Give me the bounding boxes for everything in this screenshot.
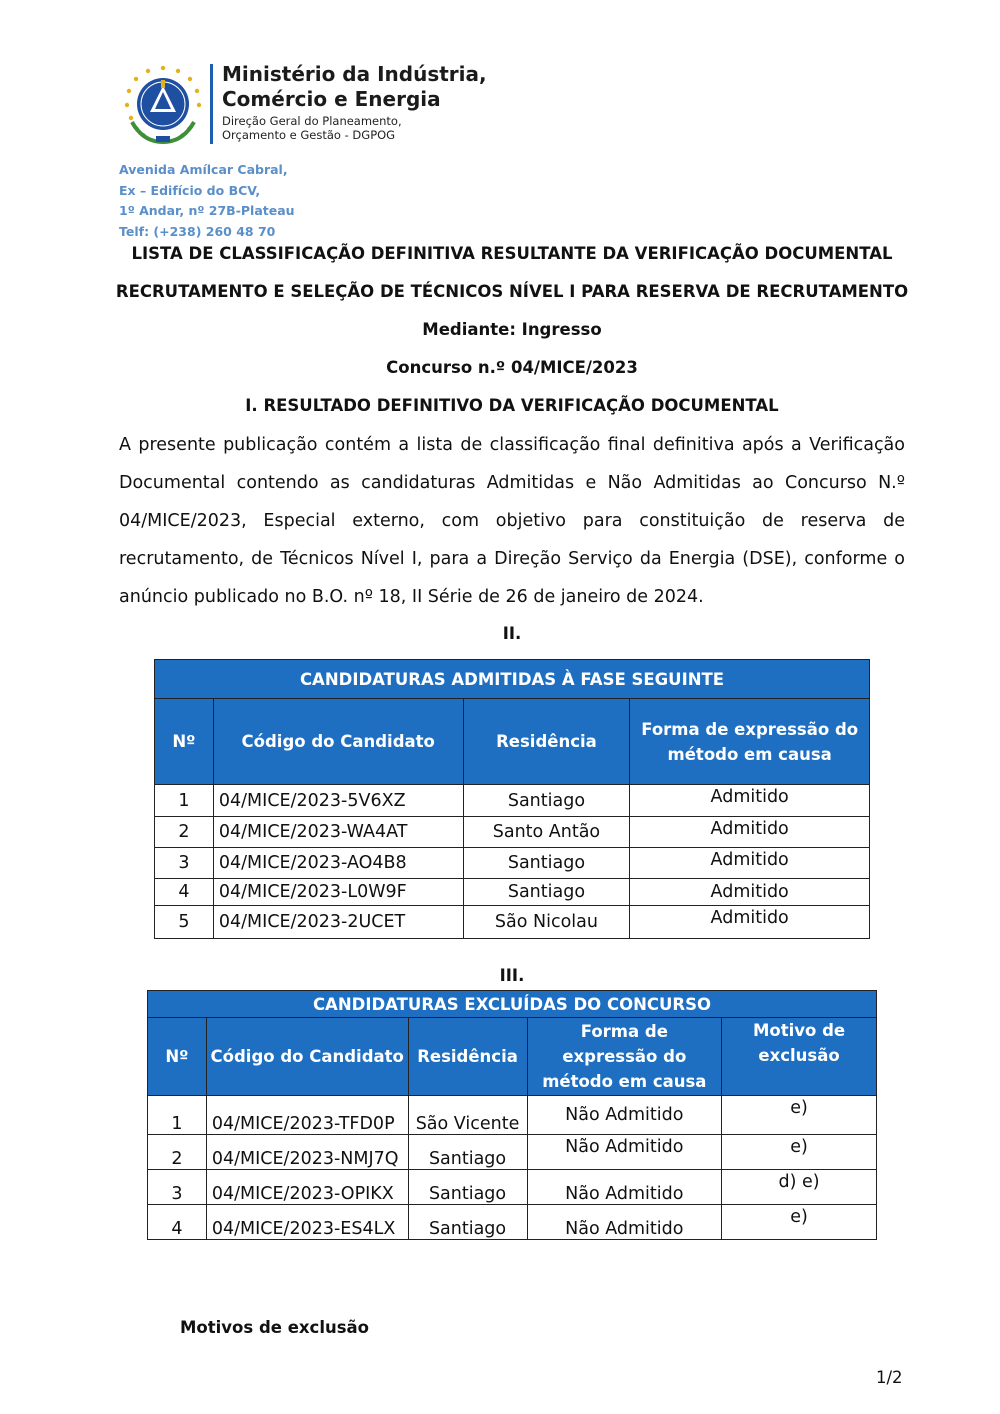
result: Admitido xyxy=(630,848,870,879)
exclusion-reasons-heading: Motivos de exclusão xyxy=(180,1318,370,1337)
ministry-line-1: Ministério da Indústria, xyxy=(222,62,487,86)
result: Não Admitido xyxy=(527,1170,722,1205)
address-line: 1º Andar, nº 27B-Plateau xyxy=(119,203,295,218)
row-number: 4 xyxy=(148,1205,207,1240)
column-header-number: Nº xyxy=(155,699,214,785)
result: Não Admitido xyxy=(527,1096,722,1135)
candidate-code: 04/MICE/2023-5V6XZ xyxy=(213,785,463,817)
row-number: 2 xyxy=(148,1135,207,1170)
directorate-line-2: Orçamento e Gestão - DGPOG xyxy=(222,128,396,142)
residence: São Nicolau xyxy=(463,906,630,939)
address-line: Avenida Amílcar Cabral, xyxy=(119,162,288,177)
admission-mode: Mediante: Ingresso xyxy=(422,320,602,339)
row-number: 1 xyxy=(155,785,214,817)
column-header-residence: Residência xyxy=(463,699,630,785)
candidate-code: 04/MICE/2023-WA4AT xyxy=(213,817,463,848)
result: Não Admitido xyxy=(527,1205,722,1240)
residence: Santiago xyxy=(408,1135,527,1170)
coat-of-arms-emblem xyxy=(118,62,208,148)
intro-paragraph: A presente publicação contém a lista de classificação final definitiva após a Verificação Documental contendo as candidaturas Admitidas e Não Admitidas ao Concurso N.º 04/MICE/2023, Especial externo, com objetivo para constituição de reserva de recrutamento, de Técnicos Nível I, para a Direção Serviço da Energia (DSE), conforme o anúncio publicado no B.O. nº 18, II Série de 26 de janeiro de 2024. xyxy=(119,435,905,607)
excluded-table xyxy=(147,990,877,1240)
column-header-residence: Residência xyxy=(408,1018,527,1096)
exclusion-reason: e) xyxy=(722,1205,877,1240)
candidate-code: 04/MICE/2023-ES4LX xyxy=(206,1205,408,1240)
page-number: 1/2 xyxy=(876,1368,903,1387)
column-header-method: Forma de expressão do método em causa xyxy=(527,1018,722,1096)
column-header-method: Forma de expressão do método em causa xyxy=(630,699,870,785)
candidate-code: 04/MICE/2023-NMJ7Q xyxy=(206,1135,408,1170)
residence: Santo Antão xyxy=(463,817,630,848)
table-row xyxy=(155,848,870,879)
document-title: LISTA DE CLASSIFICAÇÃO DEFINITIVA RESULTANTE DA VERIFICAÇÃO DOCUMENTAL xyxy=(131,244,893,263)
table-row xyxy=(155,785,870,817)
exclusion-reason: e) xyxy=(722,1135,877,1170)
table-row xyxy=(148,1170,877,1205)
address-block xyxy=(119,160,295,242)
row-number: 3 xyxy=(148,1170,207,1205)
address-line: Telf: (+238) 260 48 70 xyxy=(119,223,276,239)
document-subtitle: RECRUTAMENTO E SELEÇÃO DE TÉCNICOS NÍVEL I PARA RESERVA DE RECRUTAMENTO xyxy=(115,282,909,301)
result: Admitido xyxy=(630,817,870,848)
row-number: 3 xyxy=(155,848,214,879)
section-label-ii: II. xyxy=(502,624,522,643)
residence: Santiago xyxy=(463,879,630,906)
result: Não Admitido xyxy=(527,1135,722,1170)
result: Admitido xyxy=(630,906,870,939)
header-divider xyxy=(210,64,213,144)
result: Admitido xyxy=(630,785,870,817)
candidate-code: 04/MICE/2023-2UCET xyxy=(213,906,463,939)
table-row xyxy=(155,879,870,906)
section-heading-i: I. RESULTADO DEFINITIVO DA VERIFICAÇÃO DOCUMENTAL xyxy=(245,396,779,415)
admitted-table xyxy=(154,659,870,939)
column-header-number: Nº xyxy=(148,1018,207,1096)
row-number: 4 xyxy=(155,879,214,906)
ministry-name xyxy=(222,62,487,112)
row-number: 2 xyxy=(155,817,214,848)
table-row xyxy=(148,1135,877,1170)
table-row xyxy=(148,1205,877,1240)
excluded-table-title: CANDIDATURAS EXCLUÍDAS DO CONCURSO xyxy=(148,991,877,1018)
address-line: Ex – Edifício do BCV, xyxy=(119,182,261,198)
residence: São Vicente xyxy=(408,1096,527,1135)
table-row xyxy=(155,817,870,848)
column-header-code: Código do Candidato xyxy=(213,699,463,785)
residence: Santiago xyxy=(463,785,630,817)
directorate-name xyxy=(222,114,402,142)
directorate-line-1: Direção Geral do Planeamento, xyxy=(222,114,402,128)
residence: Santiago xyxy=(408,1170,527,1205)
residence: Santiago xyxy=(408,1205,527,1240)
candidate-code: 04/MICE/2023-TFD0P xyxy=(206,1096,408,1135)
residence: Santiago xyxy=(463,848,630,879)
candidate-code: 04/MICE/2023-L0W9F xyxy=(213,879,463,906)
exclusion-reason: d) e) xyxy=(722,1170,877,1205)
admitted-table-title: CANDIDATURAS ADMITIDAS À FASE SEGUINTE xyxy=(155,660,870,699)
row-number: 5 xyxy=(155,906,214,939)
candidate-code: 04/MICE/2023-OPIKX xyxy=(206,1170,408,1205)
candidate-code: 04/MICE/2023-AO4B8 xyxy=(213,848,463,879)
result: Admitido xyxy=(630,879,870,906)
ministry-line-2: Comércio e Energia xyxy=(222,87,441,111)
contest-number: Concurso n.º 04/MICE/2023 xyxy=(386,358,638,377)
column-header-code: Código do Candidato xyxy=(206,1018,408,1096)
section-label-iii: III. xyxy=(499,966,525,985)
row-number: 1 xyxy=(148,1096,207,1135)
exclusion-reason: e) xyxy=(722,1096,877,1135)
column-header-reason: Motivo de exclusão xyxy=(722,1018,877,1096)
table-row xyxy=(148,1096,877,1135)
table-row xyxy=(155,906,870,939)
